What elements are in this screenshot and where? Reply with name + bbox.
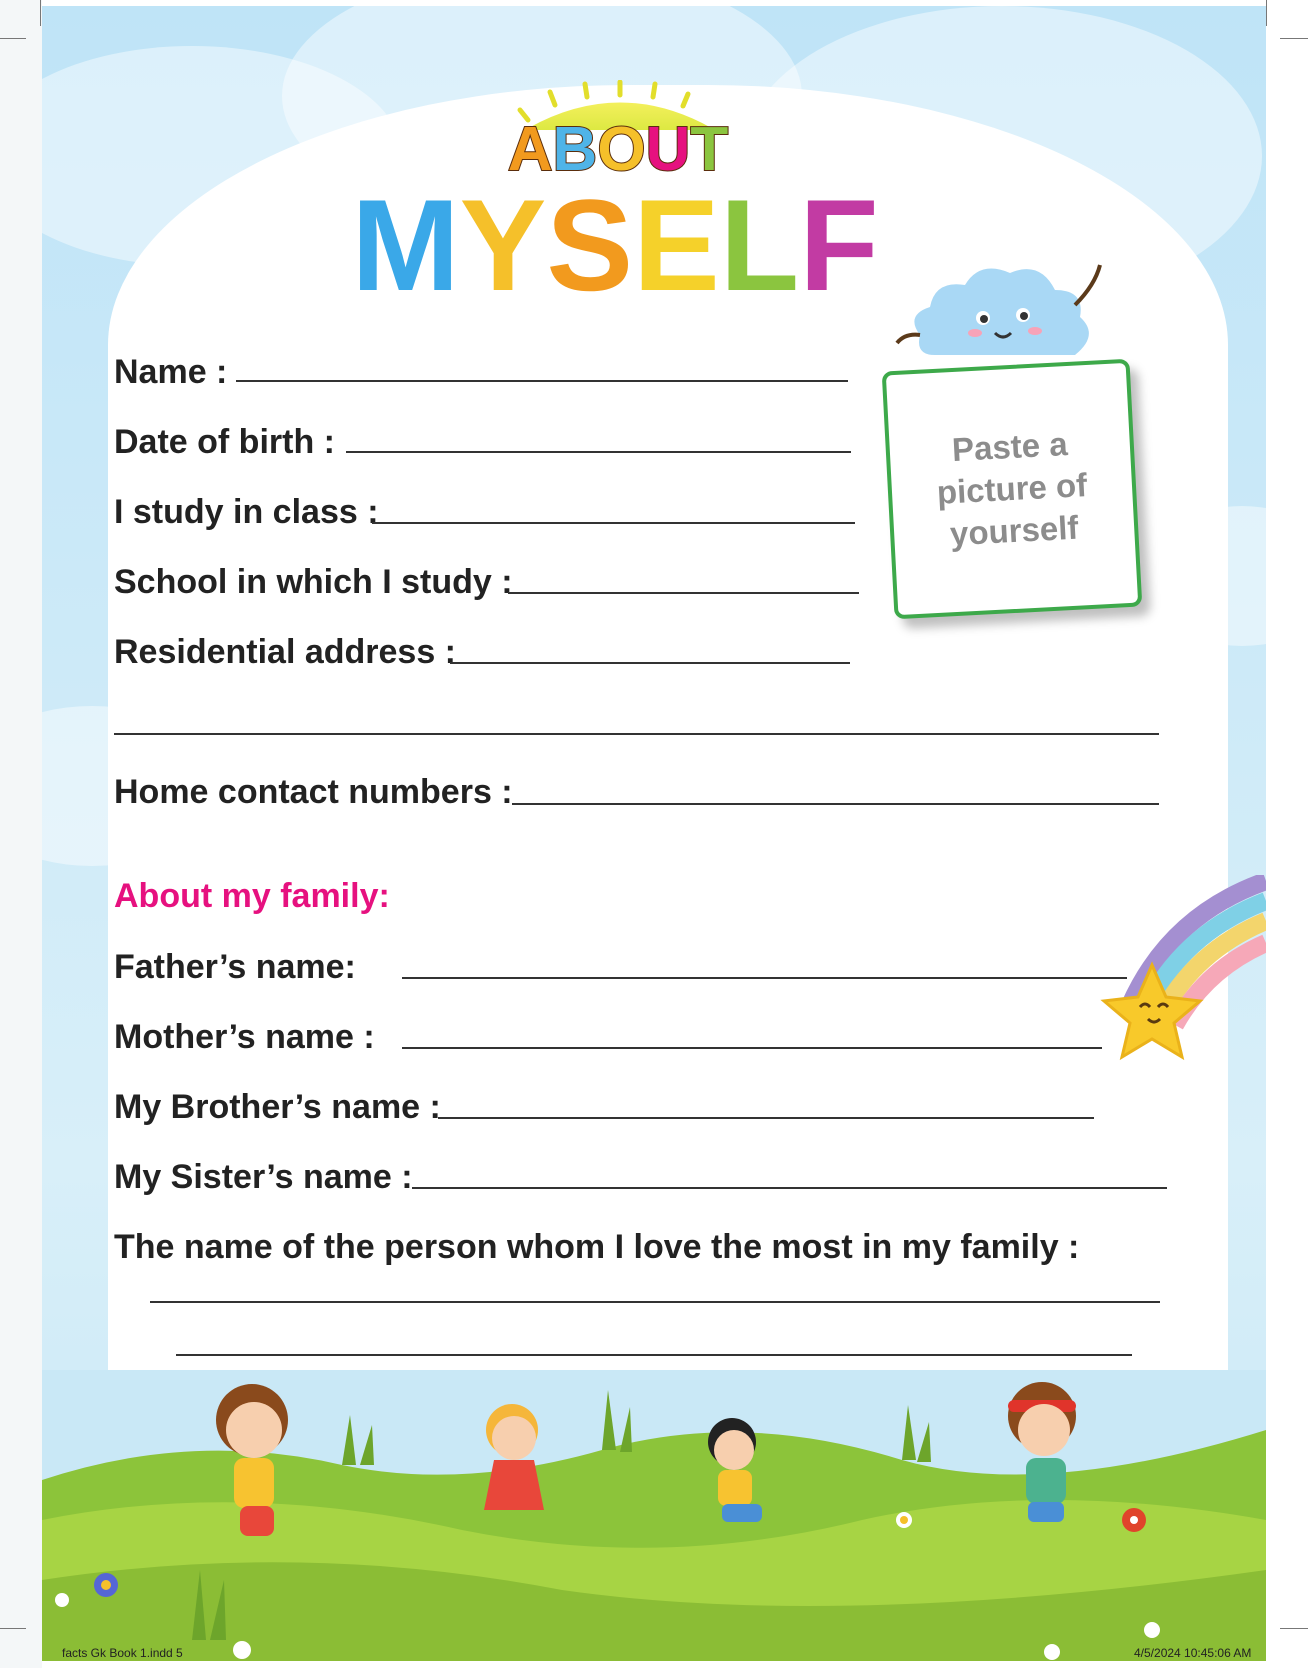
brother-label: My Brother’s name :: [114, 1088, 441, 1126]
dob-field-line[interactable]: [346, 451, 851, 453]
crop-mark: [40, 0, 41, 26]
footer-file-slug: facts Gk Book 1.indd 5: [62, 1646, 183, 1660]
photo-placeholder-box[interactable]: [882, 359, 1143, 620]
title-letter: M: [351, 172, 460, 318]
footer-timestamp: 4/5/2024 10:45:06 AM: [1134, 1646, 1252, 1660]
favorite-field-line-2[interactable]: [176, 1354, 1132, 1356]
favorite-field-line-1[interactable]: [150, 1301, 1160, 1303]
name-field-line[interactable]: [236, 380, 848, 382]
crop-mark: [0, 38, 26, 39]
sister-field-line[interactable]: [412, 1187, 1167, 1189]
title-letter: F: [799, 172, 879, 318]
class-field-line[interactable]: [372, 522, 855, 524]
photo-placeholder-text: Paste a picture of yourself: [935, 425, 1089, 553]
title-letter: O: [597, 115, 646, 184]
family-heading: About my family:: [114, 877, 390, 915]
dob-label: Date of birth :: [114, 423, 335, 461]
address-field-line-1[interactable]: [450, 662, 850, 664]
title-letter: A: [507, 115, 553, 184]
school-label: School in which I study :: [114, 563, 513, 601]
crop-mark: [1280, 1628, 1308, 1629]
crop-mark: [1266, 0, 1267, 26]
sister-label: My Sister’s name :: [114, 1158, 413, 1196]
title-letter: T: [690, 115, 729, 184]
title-logo: [350, 80, 950, 320]
title-letter: L: [719, 172, 800, 318]
brother-field-line[interactable]: [438, 1117, 1094, 1119]
class-label: I study in class :: [114, 493, 379, 531]
landscape-illustration: [42, 1370, 1266, 1661]
school-field-line[interactable]: [508, 592, 859, 594]
title-letter: E: [633, 172, 720, 318]
address-field-line-2[interactable]: [114, 733, 1159, 735]
mother-field-line[interactable]: [402, 1047, 1102, 1049]
title-line2: [351, 172, 878, 318]
father-field-line[interactable]: [402, 977, 1127, 979]
crop-mark: [0, 1628, 26, 1629]
name-label: Name :: [114, 353, 228, 391]
favorite-person-label: The name of the person whom I love the most in my family :: [114, 1228, 1080, 1266]
page-edge-strip: [0, 0, 42, 1668]
title-letter: Y: [459, 172, 547, 318]
title-letter: U: [645, 115, 691, 184]
title-letter: S: [546, 172, 634, 318]
rainbow-star-icon: [1090, 875, 1266, 1085]
crop-mark: [1280, 38, 1308, 39]
title-letter: B: [552, 115, 598, 184]
address-label: Residential address :: [114, 633, 457, 671]
mother-label: Mother’s name :: [114, 1018, 375, 1056]
cloud-mascot-icon: [895, 255, 1125, 375]
father-label: Father’s name:: [114, 948, 356, 986]
contact-field-line[interactable]: [512, 803, 1159, 805]
contact-label: Home contact numbers :: [114, 773, 513, 811]
